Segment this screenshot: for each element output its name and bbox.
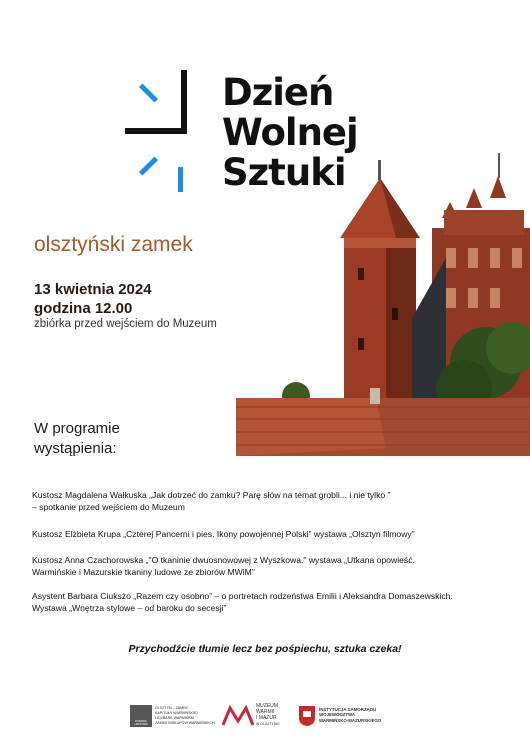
title-line-2: Wolnej [222,111,358,154]
pomnik-text [155,706,217,726]
program-item-line: Wystawa „Wnętrza stylowe – od baroku do secesji” [32,603,227,613]
place-name: olsztyński zamek [34,233,193,256]
event-hour: godzina 12.00 [34,300,133,317]
footer-logo-wojewodztwo [298,705,390,727]
program-item-line: Asystent Barbara Ciuksżo „Razem czy osobno” – o portretach rodzeństwa Emilii i Aleksandra Domaszewskich. [32,591,453,601]
logo-blue-dash-bottom-left [139,156,158,175]
wojewodztwo-text-line: WARMIŃSKO-MAZURSKIEGO [319,717,382,723]
pomnik-text-line: LIDZBARK WARMIŃSKI [155,716,195,720]
meeting-point: zbiórka przed wejściem do Muzeum [34,318,217,330]
castle-image [236,148,530,456]
footer-logo-pomnik [130,705,216,727]
program-heading-line-2: wystąpienia: [34,440,117,457]
wojewodztwo-text-line: WOJEWÓDZTWA [319,712,356,718]
wojewodztwo-text [319,707,381,723]
program-item-3 [32,554,512,578]
title-line-3: Sztuki [222,151,346,194]
pomnik-text-line: OLSZTYN – ZAMEK [155,706,188,710]
pomnik-badge-text: POMNIK HISTORII [134,719,148,726]
program-item-line: Kustosz Elżbieta Krupa „Czterej Pancerni i pies. Ikony powojennej Polski” wystawa „Olsztyn filmowy” [32,529,415,539]
program-item-1 [32,489,512,513]
program-heading-line-1: W programie [34,420,120,437]
wojewodztwo-text-line: INSTYTUCJA SAMORZĄDU [319,707,377,712]
program-item-line: Warmińskie i Mazurskie tkaniny ludowe ze zbiorów MWiM” [32,567,255,577]
mwim-text [256,703,280,727]
mwim-mark-icon [222,705,254,727]
pomnik-emblem [130,705,152,727]
program-heading [34,419,120,459]
mwim-text-line: I MAZUR [256,715,277,721]
mwim-text-line: W OLSZTYNIE [256,722,280,726]
logo-blue-dash-bottom-right [178,167,183,192]
pomnik-text-line: KAPITUŁY WARMIŃSKIEJ [155,711,199,715]
logo-bracket [125,70,187,134]
program-item-4 [32,590,512,614]
pomnik-text-line: ZAMEK BISKUPÓW WARMIŃSKICH [155,721,215,725]
footer-logo-mwim [222,703,284,729]
title-line-1: Dzień [222,71,334,114]
mwim-text-line: WARMII [256,709,275,715]
event-date: 13 kwietnia 2024 [34,281,152,298]
event-logo [120,60,200,200]
program-item-line: Kustosz Anna Czachorowska „"O tkaninie dwuosnowowej z Wyszkowa." wystawa „Utkana opowieść. [32,555,415,565]
program-item-2 [32,528,512,540]
motto: Przychodźcie tłumie lecz bez pośpiechu, sztuka czeka! [128,643,402,655]
mwim-text-line: MUZEUM [256,703,278,709]
coat-of-arms-icon [298,705,316,727]
program-item-line: Kustosz Magdalena Wałkuska „Jak dotrzeć do zamku? Parę słów na temat grobli... i nie tylko ” [32,490,391,500]
program-item-line: – spotkanie przed wejściem do Muzeum [32,502,185,512]
